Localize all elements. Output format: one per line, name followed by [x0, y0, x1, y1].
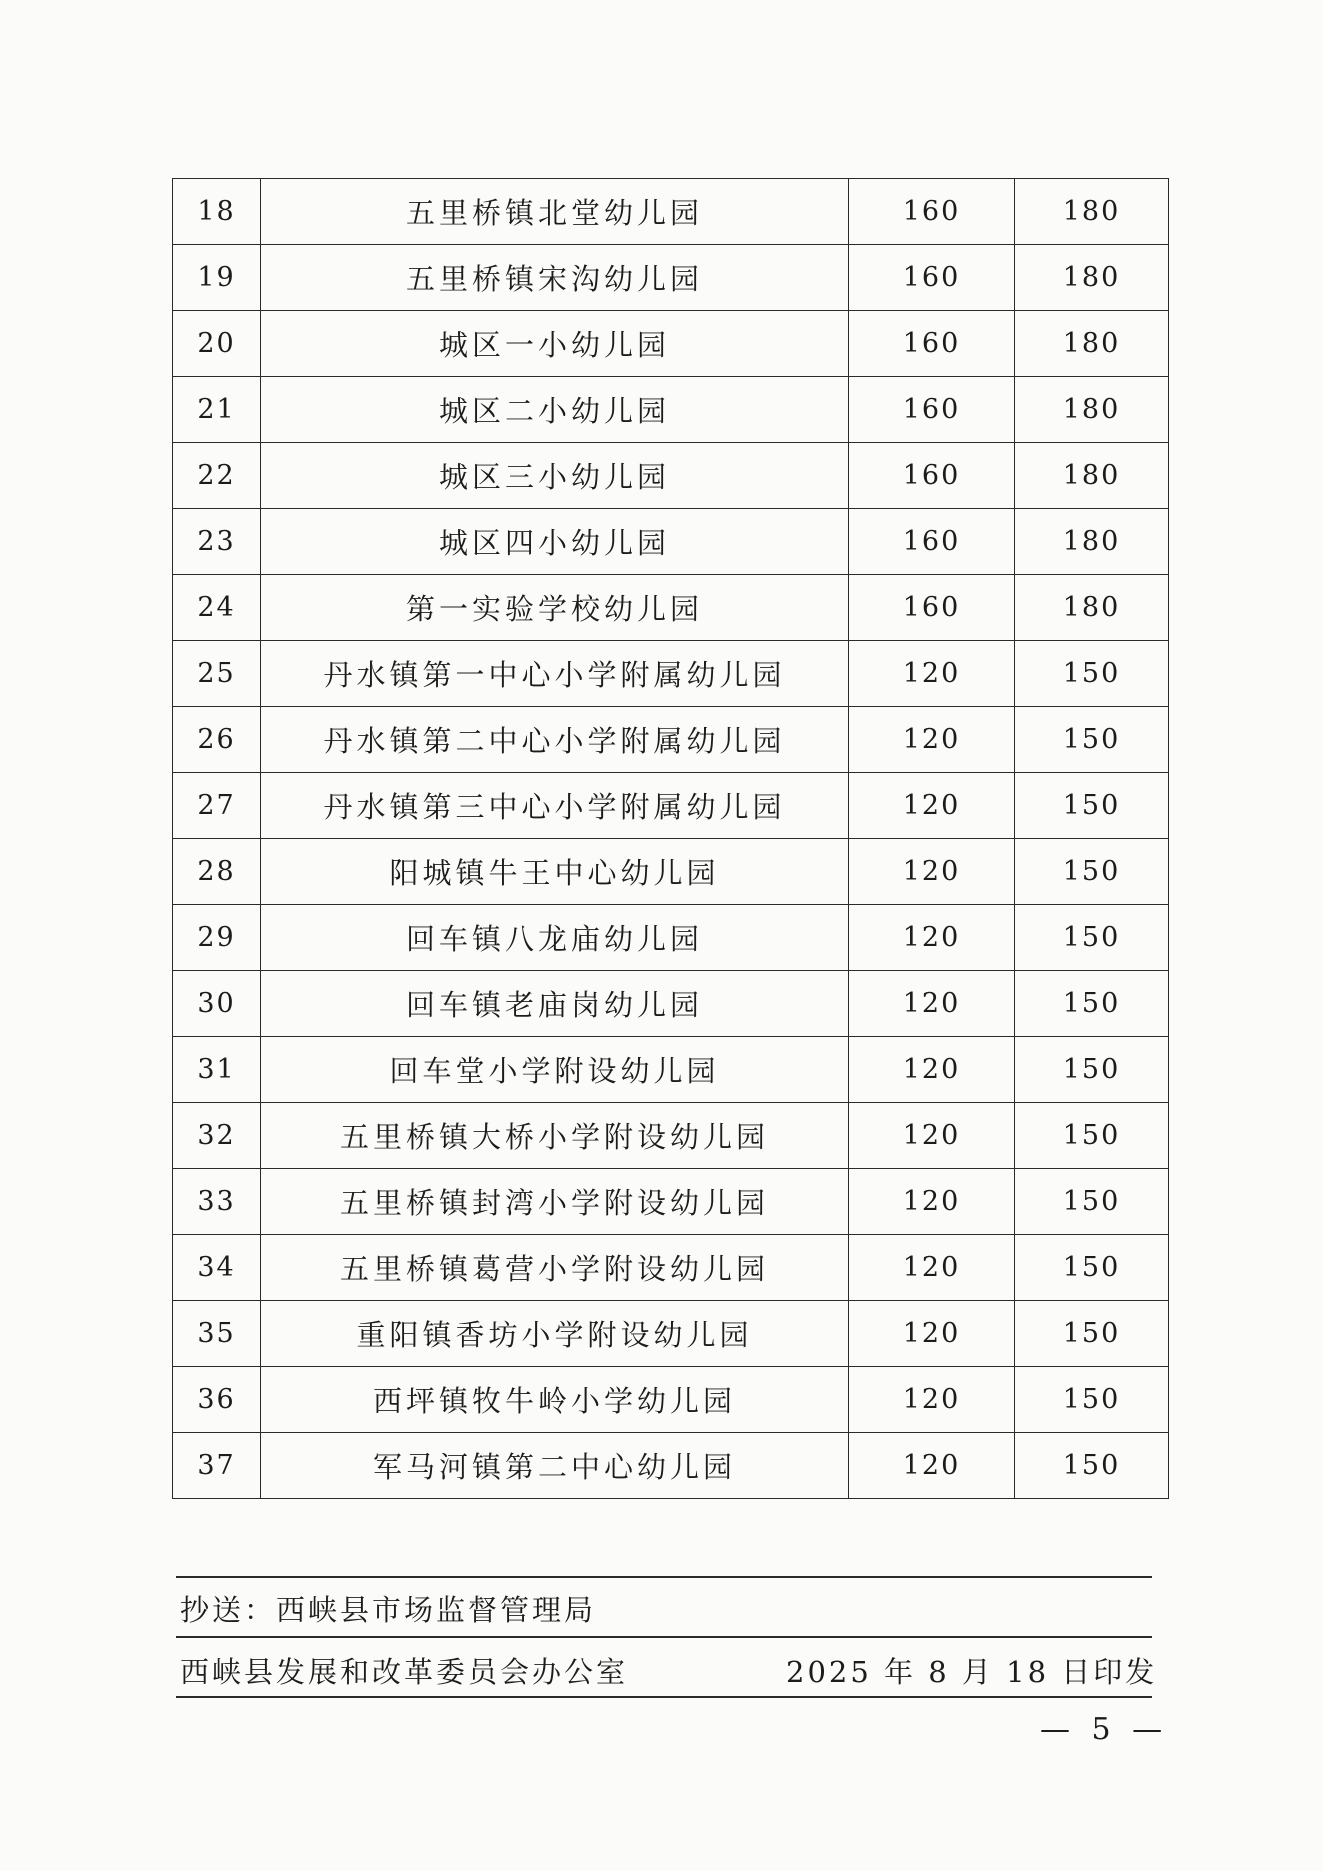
fee-standard-a: 120: [849, 1169, 1015, 1235]
row-number: 33: [173, 1169, 261, 1235]
fee-standard-b: 150: [1015, 1169, 1169, 1235]
table-row: [173, 1433, 1169, 1499]
table-row: [173, 1169, 1169, 1235]
kindergarten-name: 城区三小幼儿园: [261, 443, 849, 509]
fee-standard-b: 150: [1015, 971, 1169, 1037]
row-number: 19: [173, 245, 261, 311]
row-number: 24: [173, 575, 261, 641]
kindergarten-name: 重阳镇香坊小学附设幼儿园: [261, 1301, 849, 1367]
fee-standard-b: 180: [1015, 575, 1169, 641]
row-number: 23: [173, 509, 261, 575]
kindergarten-name: 丹水镇第三中心小学附属幼儿园: [261, 773, 849, 839]
kindergarten-name: 西坪镇牧牛岭小学幼儿园: [261, 1367, 849, 1433]
kindergarten-name: 城区二小幼儿园: [261, 377, 849, 443]
row-number: 26: [173, 707, 261, 773]
kindergarten-name: 军马河镇第二中心幼儿园: [261, 1433, 849, 1499]
row-number: 32: [173, 1103, 261, 1169]
table-row: [173, 1367, 1169, 1433]
fee-standard-a: 160: [849, 179, 1015, 245]
kindergarten-name: 第一实验学校幼儿园: [261, 575, 849, 641]
kindergarten-name: 五里桥镇封湾小学附设幼儿园: [261, 1169, 849, 1235]
fee-standard-b: 150: [1015, 1235, 1169, 1301]
table-row: [173, 509, 1169, 575]
fee-standard-b: 150: [1015, 839, 1169, 905]
fee-standard-a: 120: [849, 1367, 1015, 1433]
fee-standard-b: 150: [1015, 1301, 1169, 1367]
fee-standard-a: 120: [849, 1235, 1015, 1301]
table-row: [173, 707, 1169, 773]
kindergarten-name: 五里桥镇北堂幼儿园: [261, 179, 849, 245]
row-number: 34: [173, 1235, 261, 1301]
kindergarten-name: 阳城镇牛王中心幼儿园: [261, 839, 849, 905]
issue-date: 2025 年 8 月 18 日印发: [786, 1655, 1158, 1689]
table-row: [173, 905, 1169, 971]
fee-standard-a: 120: [849, 1103, 1015, 1169]
table-row: [173, 575, 1169, 641]
fee-standard-a: 120: [849, 1037, 1015, 1103]
kindergarten-name: 城区四小幼儿园: [261, 509, 849, 575]
fee-standard-a: 120: [849, 905, 1015, 971]
row-number: 20: [173, 311, 261, 377]
fee-standard-b: 180: [1015, 443, 1169, 509]
page-number: — 5 —: [1040, 1712, 1169, 1747]
fee-standard-b: 180: [1015, 179, 1169, 245]
fee-table-body: [173, 179, 1169, 1499]
row-number: 21: [173, 377, 261, 443]
kindergarten-name: 五里桥镇大桥小学附设幼儿园: [261, 1103, 849, 1169]
fee-standard-a: 160: [849, 443, 1015, 509]
kindergarten-name: 回车镇老庙岗幼儿园: [261, 971, 849, 1037]
fee-standard-b: 150: [1015, 773, 1169, 839]
row-number: 36: [173, 1367, 261, 1433]
row-number: 35: [173, 1301, 261, 1367]
table-row: [173, 1103, 1169, 1169]
table-row: [173, 443, 1169, 509]
table-row: [173, 839, 1169, 905]
fee-standard-b: 150: [1015, 1103, 1169, 1169]
footer-bottom-rule: [176, 1696, 1152, 1698]
row-number: 18: [173, 179, 261, 245]
fee-standard-b: 150: [1015, 707, 1169, 773]
fee-standard-a: 120: [849, 773, 1015, 839]
fee-standard-b: 150: [1015, 641, 1169, 707]
fee-standard-b: 180: [1015, 377, 1169, 443]
fee-standard-a: 160: [849, 245, 1015, 311]
fee-standard-b: 150: [1015, 1037, 1169, 1103]
fee-standard-a: 160: [849, 509, 1015, 575]
kindergarten-name: 回车镇八龙庙幼儿园: [261, 905, 849, 971]
cc-line: 抄送：西峡县市场监督管理局: [180, 1593, 597, 1627]
table-row: [173, 641, 1169, 707]
table-row: [173, 377, 1169, 443]
fee-standard-b: 150: [1015, 1433, 1169, 1499]
kindergarten-fee-table: [172, 178, 1169, 1499]
fee-standard-a: 120: [849, 707, 1015, 773]
row-number: 37: [173, 1433, 261, 1499]
kindergarten-name: 五里桥镇葛营小学附设幼儿园: [261, 1235, 849, 1301]
kindergarten-name: 五里桥镇宋沟幼儿园: [261, 245, 849, 311]
footer-top-rule: [176, 1576, 1152, 1578]
row-number: 30: [173, 971, 261, 1037]
row-number: 27: [173, 773, 261, 839]
footer-middle-rule: [176, 1636, 1152, 1638]
fee-standard-b: 150: [1015, 905, 1169, 971]
table-row: [173, 971, 1169, 1037]
fee-standard-a: 120: [849, 1301, 1015, 1367]
row-number: 31: [173, 1037, 261, 1103]
kindergarten-name: 回车堂小学附设幼儿园: [261, 1037, 849, 1103]
fee-standard-b: 180: [1015, 311, 1169, 377]
table-row: [173, 1301, 1169, 1367]
fee-standard-a: 160: [849, 377, 1015, 443]
fee-standard-b: 180: [1015, 509, 1169, 575]
fee-standard-a: 120: [849, 971, 1015, 1037]
fee-standard-a: 120: [849, 839, 1015, 905]
table-row: [173, 179, 1169, 245]
kindergarten-name: 城区一小幼儿园: [261, 311, 849, 377]
fee-standard-a: 160: [849, 575, 1015, 641]
fee-standard-a: 120: [849, 641, 1015, 707]
kindergarten-name: 丹水镇第一中心小学附属幼儿园: [261, 641, 849, 707]
table-row: [173, 245, 1169, 311]
row-number: 25: [173, 641, 261, 707]
row-number: 22: [173, 443, 261, 509]
issuer-name: 西峡县发展和改革委员会办公室: [180, 1655, 629, 1689]
table-row: [173, 1235, 1169, 1301]
table-row: [173, 773, 1169, 839]
kindergarten-name: 丹水镇第二中心小学附属幼儿园: [261, 707, 849, 773]
fee-standard-a: 120: [849, 1433, 1015, 1499]
fee-standard-b: 180: [1015, 245, 1169, 311]
fee-standard-a: 160: [849, 311, 1015, 377]
row-number: 29: [173, 905, 261, 971]
table-row: [173, 1037, 1169, 1103]
fee-standard-b: 150: [1015, 1367, 1169, 1433]
table-row: [173, 311, 1169, 377]
row-number: 28: [173, 839, 261, 905]
